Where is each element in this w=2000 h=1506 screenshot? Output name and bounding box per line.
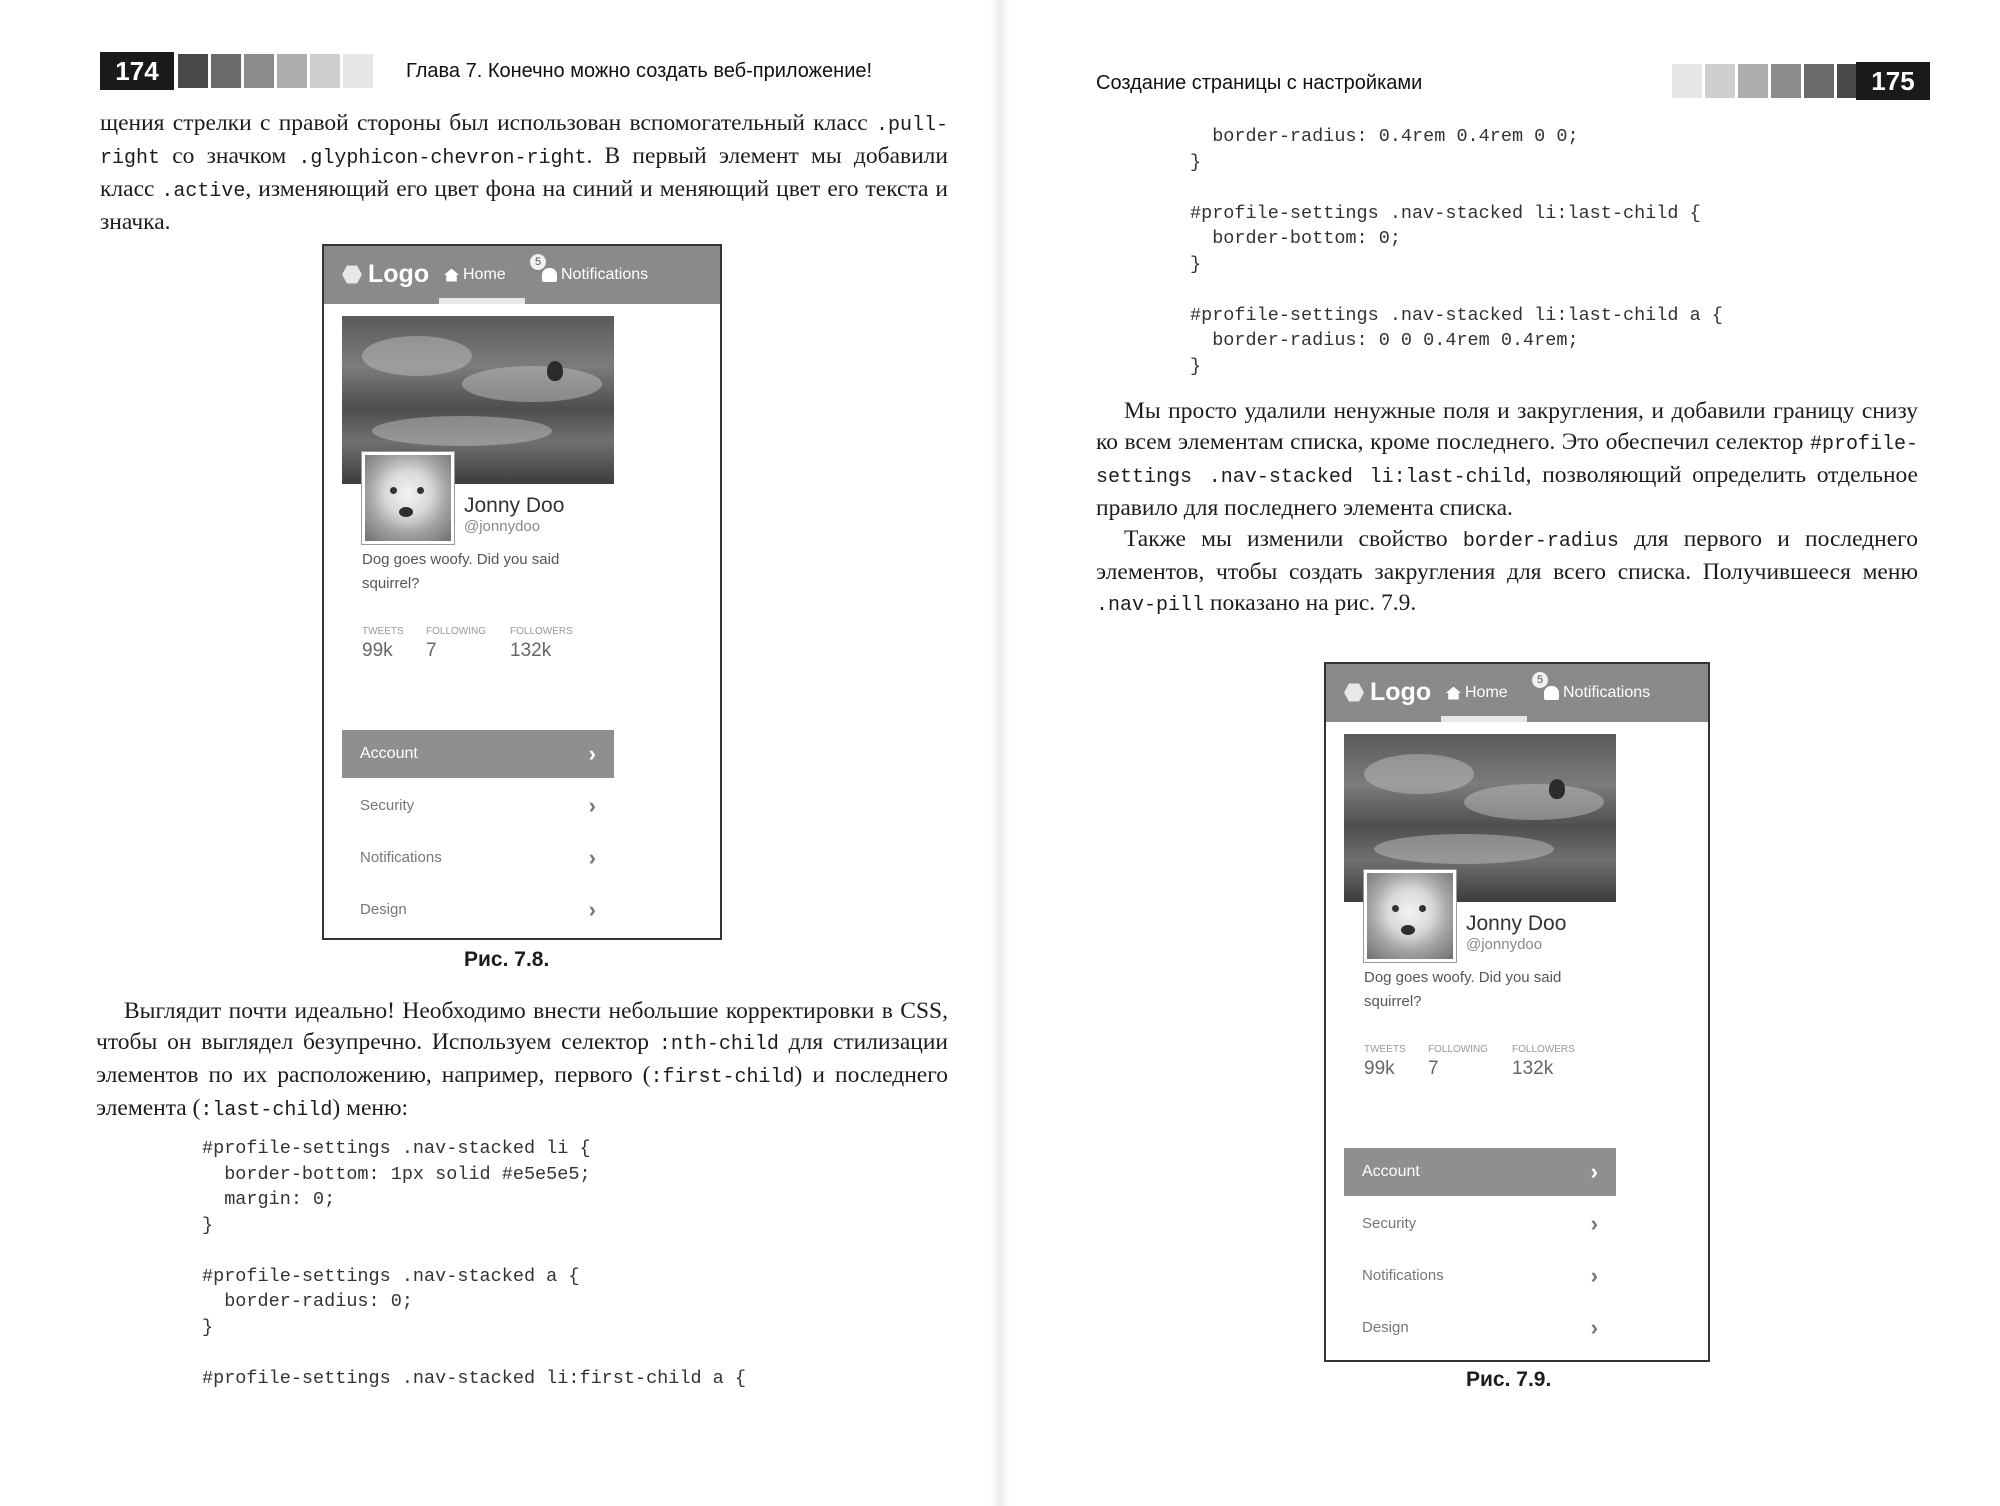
chevron-right-icon: › (588, 741, 596, 766)
profile-bio: Dog goes woofy. Did you said squirrel? (362, 551, 560, 592)
mockup-nav-notifications: Notifications (1544, 684, 1650, 702)
home-icon (444, 269, 459, 282)
chevron-right-icon: › (1590, 1263, 1598, 1288)
paragraph: Мы просто удалили ненужные поля и закругления, и добавили границу снизу ко всем элементам списка, кроме последнего. Это обеспечил селектор #profile-settings .nav-stacked li:last-child, позволяющий определить отдельное правило для последнего элемента списка. Также мы изменили свойство border-radius для первого и последнего элементов, чтобы создать закругления для всего списка. Получившееся меню .nav-pill показано на рис. 7.9. (1096, 398, 1918, 617)
notification-badge: 5 (1532, 672, 1548, 688)
balloon-icon (1549, 779, 1565, 799)
mockup-nav-home: Home (444, 266, 506, 284)
stat-label: FOLLOWING (1428, 1044, 1489, 1055)
profile-handle: @jonnydoo (464, 518, 541, 535)
home-icon (1446, 687, 1461, 700)
chevron-right-icon: › (588, 793, 596, 818)
avatar (1364, 870, 1456, 962)
profile-bio: Dog goes woofy. Did you said squirrel? (1364, 969, 1562, 1010)
stat-value: 132k (1512, 1058, 1554, 1079)
avatar (362, 452, 454, 544)
stat-label: FOLLOWING (426, 626, 487, 637)
logo-hexagon-icon (342, 265, 362, 285)
profile-name: Jonny Doo (464, 494, 565, 517)
active-tab-indicator (439, 298, 525, 304)
figure-caption: Рис. 7.9. (1466, 1368, 1552, 1391)
running-header: Создание страницы с настройками (1096, 72, 1423, 94)
figure-caption: Рис. 7.8. (464, 948, 550, 971)
active-tab-indicator (1441, 716, 1527, 722)
mockup-navbar (324, 246, 720, 304)
stat-label: FOLLOWERS (510, 626, 573, 637)
profile-handle: @jonnydoo (1466, 936, 1543, 953)
mockup-logo: Logo (342, 260, 429, 289)
chevron-right-icon: › (588, 897, 596, 922)
chevron-right-icon: › (1590, 1211, 1598, 1236)
page-number: 174 (100, 52, 174, 90)
menu-item-design: Design › (342, 886, 614, 934)
paragraph: Выглядит почти идеально! Необходимо внести небольшие корректировки в CSS, чтобы он выглядел безупречно. Используем селектор :nth-child для стилизации элементов по их расположению, например, первого (:first-child) и последнего элемента (:last-child) меню: (96, 998, 949, 1122)
balloon-icon (547, 361, 563, 381)
menu-item-security: Security › (342, 782, 614, 830)
code-block: #profile-settings .nav-stacked li { border-bottom: 1px solid #e5e5e5; margin: 0; } #profile-settings .nav-stacked a { border-radius: 0; } #profile-settings .nav-stacked li:first-child a { (202, 1138, 746, 1389)
code-block: border-radius: 0.4rem 0.4rem 0 0; } #profile-settings .nav-stacked li:last-child { border-bottom: 0; } #profile-settings .nav-stacked li:last-child a { border-radius: 0 0 0.4rem 0.4rem; } (1190, 126, 1723, 377)
bell-icon (542, 268, 557, 282)
chevron-right-icon: › (1590, 1315, 1598, 1340)
mockup-nav-notifications: Notifications (542, 266, 648, 284)
paragraph: щения стрелки с правой стороны был использован вспомогательный класс .pull-right со значком .glyphicon-chevron-right. В первый элемент мы добавили класс .active, изменяющий его цвет фона на синий и меняющий цвет его текста и значка. (100, 110, 948, 235)
profile-name: Jonny Doo (1466, 912, 1567, 935)
stat-label: FOLLOWERS (1512, 1044, 1575, 1055)
header-gradient-band (178, 54, 373, 88)
menu-item-security: Security › (1344, 1200, 1616, 1248)
menu-item-notifications: Notifications › (342, 834, 614, 882)
menu-item-design: Design › (1344, 1304, 1616, 1352)
menu-item-account: Account › (1344, 1148, 1616, 1196)
mockup-navbar (1326, 664, 1708, 722)
header-gradient-band (1672, 64, 1867, 98)
stat-label: TWEETS (362, 626, 404, 637)
running-header: Глава 7. Конечно можно создать веб-приложение! (406, 60, 873, 82)
mockup-nav-home: Home (1446, 684, 1508, 702)
menu-item-account: Account › (342, 730, 614, 778)
logo-hexagon-icon (1344, 683, 1364, 703)
mockup-logo: Logo (1344, 678, 1431, 707)
stat-value: 99k (362, 640, 393, 661)
stat-value: 7 (426, 640, 437, 661)
notification-badge: 5 (530, 254, 546, 270)
menu-item-notifications: Notifications › (1344, 1252, 1616, 1300)
figure-7-8-mockup (322, 244, 722, 940)
stat-value: 7 (1428, 1058, 1439, 1079)
right-page (1000, 0, 2000, 1506)
chevron-right-icon: › (588, 845, 596, 870)
page-number: 175 (1856, 62, 1930, 100)
chevron-right-icon: › (1590, 1159, 1598, 1184)
stat-value: 99k (1364, 1058, 1395, 1079)
bell-icon (1544, 686, 1559, 700)
stat-value: 132k (510, 640, 552, 661)
stat-label: TWEETS (1364, 1044, 1406, 1055)
figure-7-9-mockup (1324, 662, 1710, 1362)
